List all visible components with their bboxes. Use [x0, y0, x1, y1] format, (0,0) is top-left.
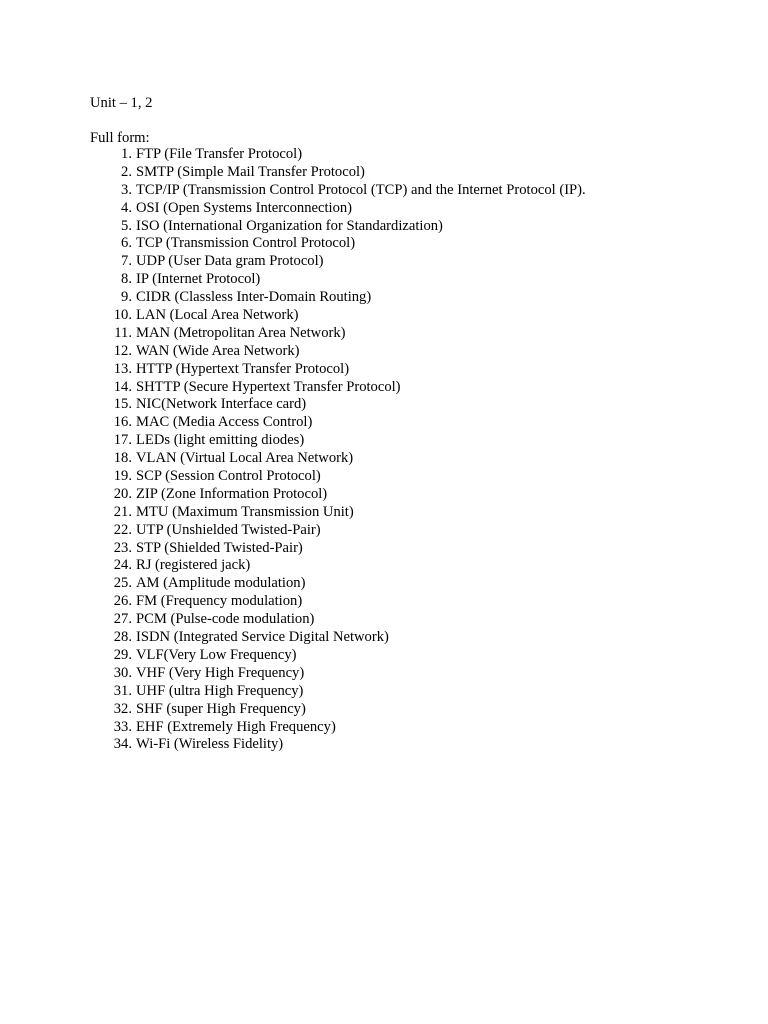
list-item-text: SMTP (Simple Mail Transfer Protocol): [136, 163, 365, 180]
list-item-number: 6.: [121, 235, 132, 252]
document-heading: Unit – 1, 2: [90, 95, 153, 111]
list-item-number: 18.: [113, 450, 132, 467]
list-item-text: ISDN (Integrated Service Digital Network): [136, 629, 389, 646]
full-form-label: Full form:: [90, 130, 150, 146]
list-item-number: 17.: [113, 432, 132, 449]
list-item-text: VLF(Very Low Frequency): [136, 646, 297, 663]
list-item-text: SCP (Session Control Protocol): [136, 468, 321, 485]
list-item-text: HTTP (Hypertext Transfer Protocol): [136, 360, 350, 377]
list-item-number: 29.: [113, 646, 132, 663]
list-item-number: 3.: [121, 181, 132, 198]
list-item-number: 24.: [113, 557, 132, 574]
list-item-number: 2.: [121, 163, 132, 180]
list-item-text: FTP (File Transfer Protocol): [136, 146, 303, 162]
list-item-text: PCM (Pulse-code modulation): [136, 611, 315, 628]
list-item-text: Wi-Fi (Wireless Fidelity): [136, 736, 284, 753]
list-item-number: 27.: [113, 611, 132, 628]
list-item-number: 14.: [113, 378, 132, 395]
list-item-number: 32.: [113, 700, 132, 717]
list-item-number: 16.: [113, 414, 132, 431]
list-item-number: 31.: [113, 682, 132, 699]
list-item-text: UDP (User Data gram Protocol): [136, 253, 324, 270]
list-item-number: 10.: [113, 307, 132, 324]
list-item-text: FM (Frequency modulation): [136, 593, 303, 610]
list-item-number: 22.: [113, 521, 132, 538]
list-item-text: MAN (Metropolitan Area Network): [136, 324, 346, 341]
list-item-number: 15.: [113, 396, 132, 413]
list-item-text: IP (Internet Protocol): [136, 271, 261, 288]
list-item-text: UHF (ultra High Frequency): [136, 682, 304, 699]
list-item-number: 25.: [113, 575, 132, 592]
list-item-text: SHTTP (Secure Hypertext Transfer Protocol): [136, 378, 401, 395]
list-item-text: OSI (Open Systems Interconnection): [136, 199, 353, 216]
list-item-number: 5.: [121, 217, 132, 234]
list-item-text: MTU (Maximum Transmission Unit): [136, 503, 354, 520]
list-item-text: EHF (Extremely High Frequency): [136, 718, 336, 735]
list-item-text: MAC (Media Access Control): [136, 414, 313, 431]
list-item-text: UTP (Unshielded Twisted-Pair): [136, 521, 321, 538]
list-item-number: 9.: [121, 289, 132, 306]
list-item-text: CIDR (Classless Inter-Domain Routing): [136, 289, 372, 306]
list-item-number: 7.: [121, 253, 132, 270]
list-item-text: LAN (Local Area Network): [136, 307, 299, 324]
list-item-number: 1.: [121, 146, 132, 162]
list-item-number: 13.: [113, 360, 132, 377]
list-item-text: SHF (super High Frequency): [136, 700, 306, 717]
list-item-text: ZIP (Zone Information Protocol): [136, 485, 328, 502]
list-item-text: ISO (International Organization for Standardization): [136, 217, 443, 234]
list-item-number: 28.: [113, 629, 132, 646]
list-item-text: TCP/IP (Transmission Control Protocol (TCP) and the Internet Protocol (IP).: [136, 181, 586, 198]
list-item-text: TCP (Transmission Control Protocol): [136, 235, 356, 252]
list-item-number: 11.: [114, 324, 132, 341]
list-item-number: 33.: [113, 718, 132, 735]
list-item-text: AM (Amplitude modulation): [136, 575, 306, 592]
list-item-number: 30.: [113, 664, 132, 681]
list-item-number: 34.: [113, 736, 132, 753]
list-item-number: 12.: [113, 342, 132, 359]
list-item-text: STP (Shielded Twisted-Pair): [136, 539, 303, 556]
list-item-number: 21.: [113, 503, 132, 520]
list-item-text: RJ (registered jack): [136, 557, 251, 574]
list-item-number: 26.: [113, 593, 132, 610]
list-item-text: LEDs (light emitting diodes): [136, 432, 305, 449]
list-item-number: 8.: [121, 271, 132, 288]
list-item-text: VLAN (Virtual Local Area Network): [136, 450, 354, 467]
list-item-text: VHF (Very High Frequency): [136, 664, 305, 681]
list-item-text: NIC(Network Interface card): [136, 396, 307, 413]
list-item-text: WAN (Wide Area Network): [136, 342, 300, 359]
list-item-number: 23.: [113, 539, 132, 556]
list-item-number: 4.: [121, 199, 132, 216]
list-item-number: 20.: [113, 485, 132, 502]
list-item-number: 19.: [113, 468, 132, 485]
